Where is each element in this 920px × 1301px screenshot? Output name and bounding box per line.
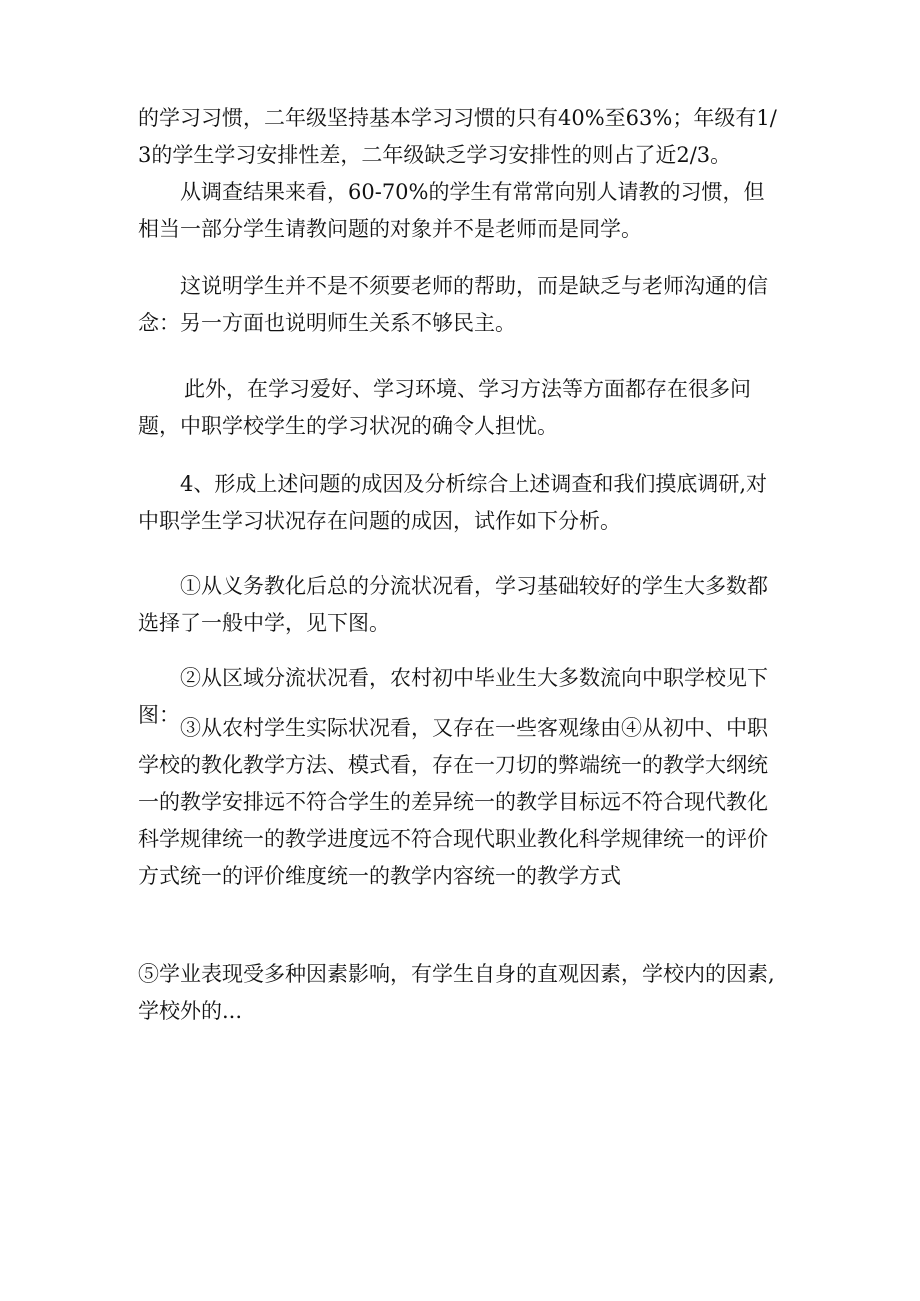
paragraph-point-2: ②从区域分流状况看，农村初中毕业生大多数流向中职学校见下图： [138,666,768,727]
paragraph-survey-results: 从调查结果来看，60-70%的学生有常常向别人请教的习惯，但相当一部分学生请教问题的对象并不是老师而是同学。 [138,180,765,241]
paragraph-point-1: ①从义务教化后总的分流状况看，学习基础较好的学生大多数都选择了一般中学，见下图。 [138,574,768,635]
paragraph-teacher-relation: 这说明学生并不是不须要老师的帮助，而是缺乏与老师沟通的信念：另一方面也说明师生关系不够民主。 [138,274,768,335]
paragraph-point-5: ⑤学业表现受多种因素影响，有学生自身的直观因素，学校内的因素,学校外的... [138,962,775,1023]
paragraph-learning-habits: 的学习习惯，二年级坚持基本学习习惯的只有40%至63%；年级有1/3的学生学习安排性差，二年级缺乏学习安排性的则占了近2/3。 [138,106,777,167]
paragraph-cause-analysis: 4、形成上述问题的成因及分析综合上述调查和我们摸底调研,对中职学生学习状况存在问题的成因，试作如下分析。 [138,472,768,533]
paragraph-other-problems: 此外，在学习爱好、学习环境、学习方法等方面都存在很多问题，中职学校学生的学习状况的确令人担忧。 [138,377,751,438]
paragraph-point-3-4: ③从农村学生实际状况看，又存在一些客观缘由④从初中、中职学校的教化教学方法、模式看，存在一刀切的弊端统一的教学大纲统一的教学安排远不符合学生的差异统一的教学目标远不符合现代教化科学规律统一的教学进度远不符合现代职业教化科学规律统一的评价方式统一的评价维度统一的教学内容统一的教学方式 [138,716,768,888]
